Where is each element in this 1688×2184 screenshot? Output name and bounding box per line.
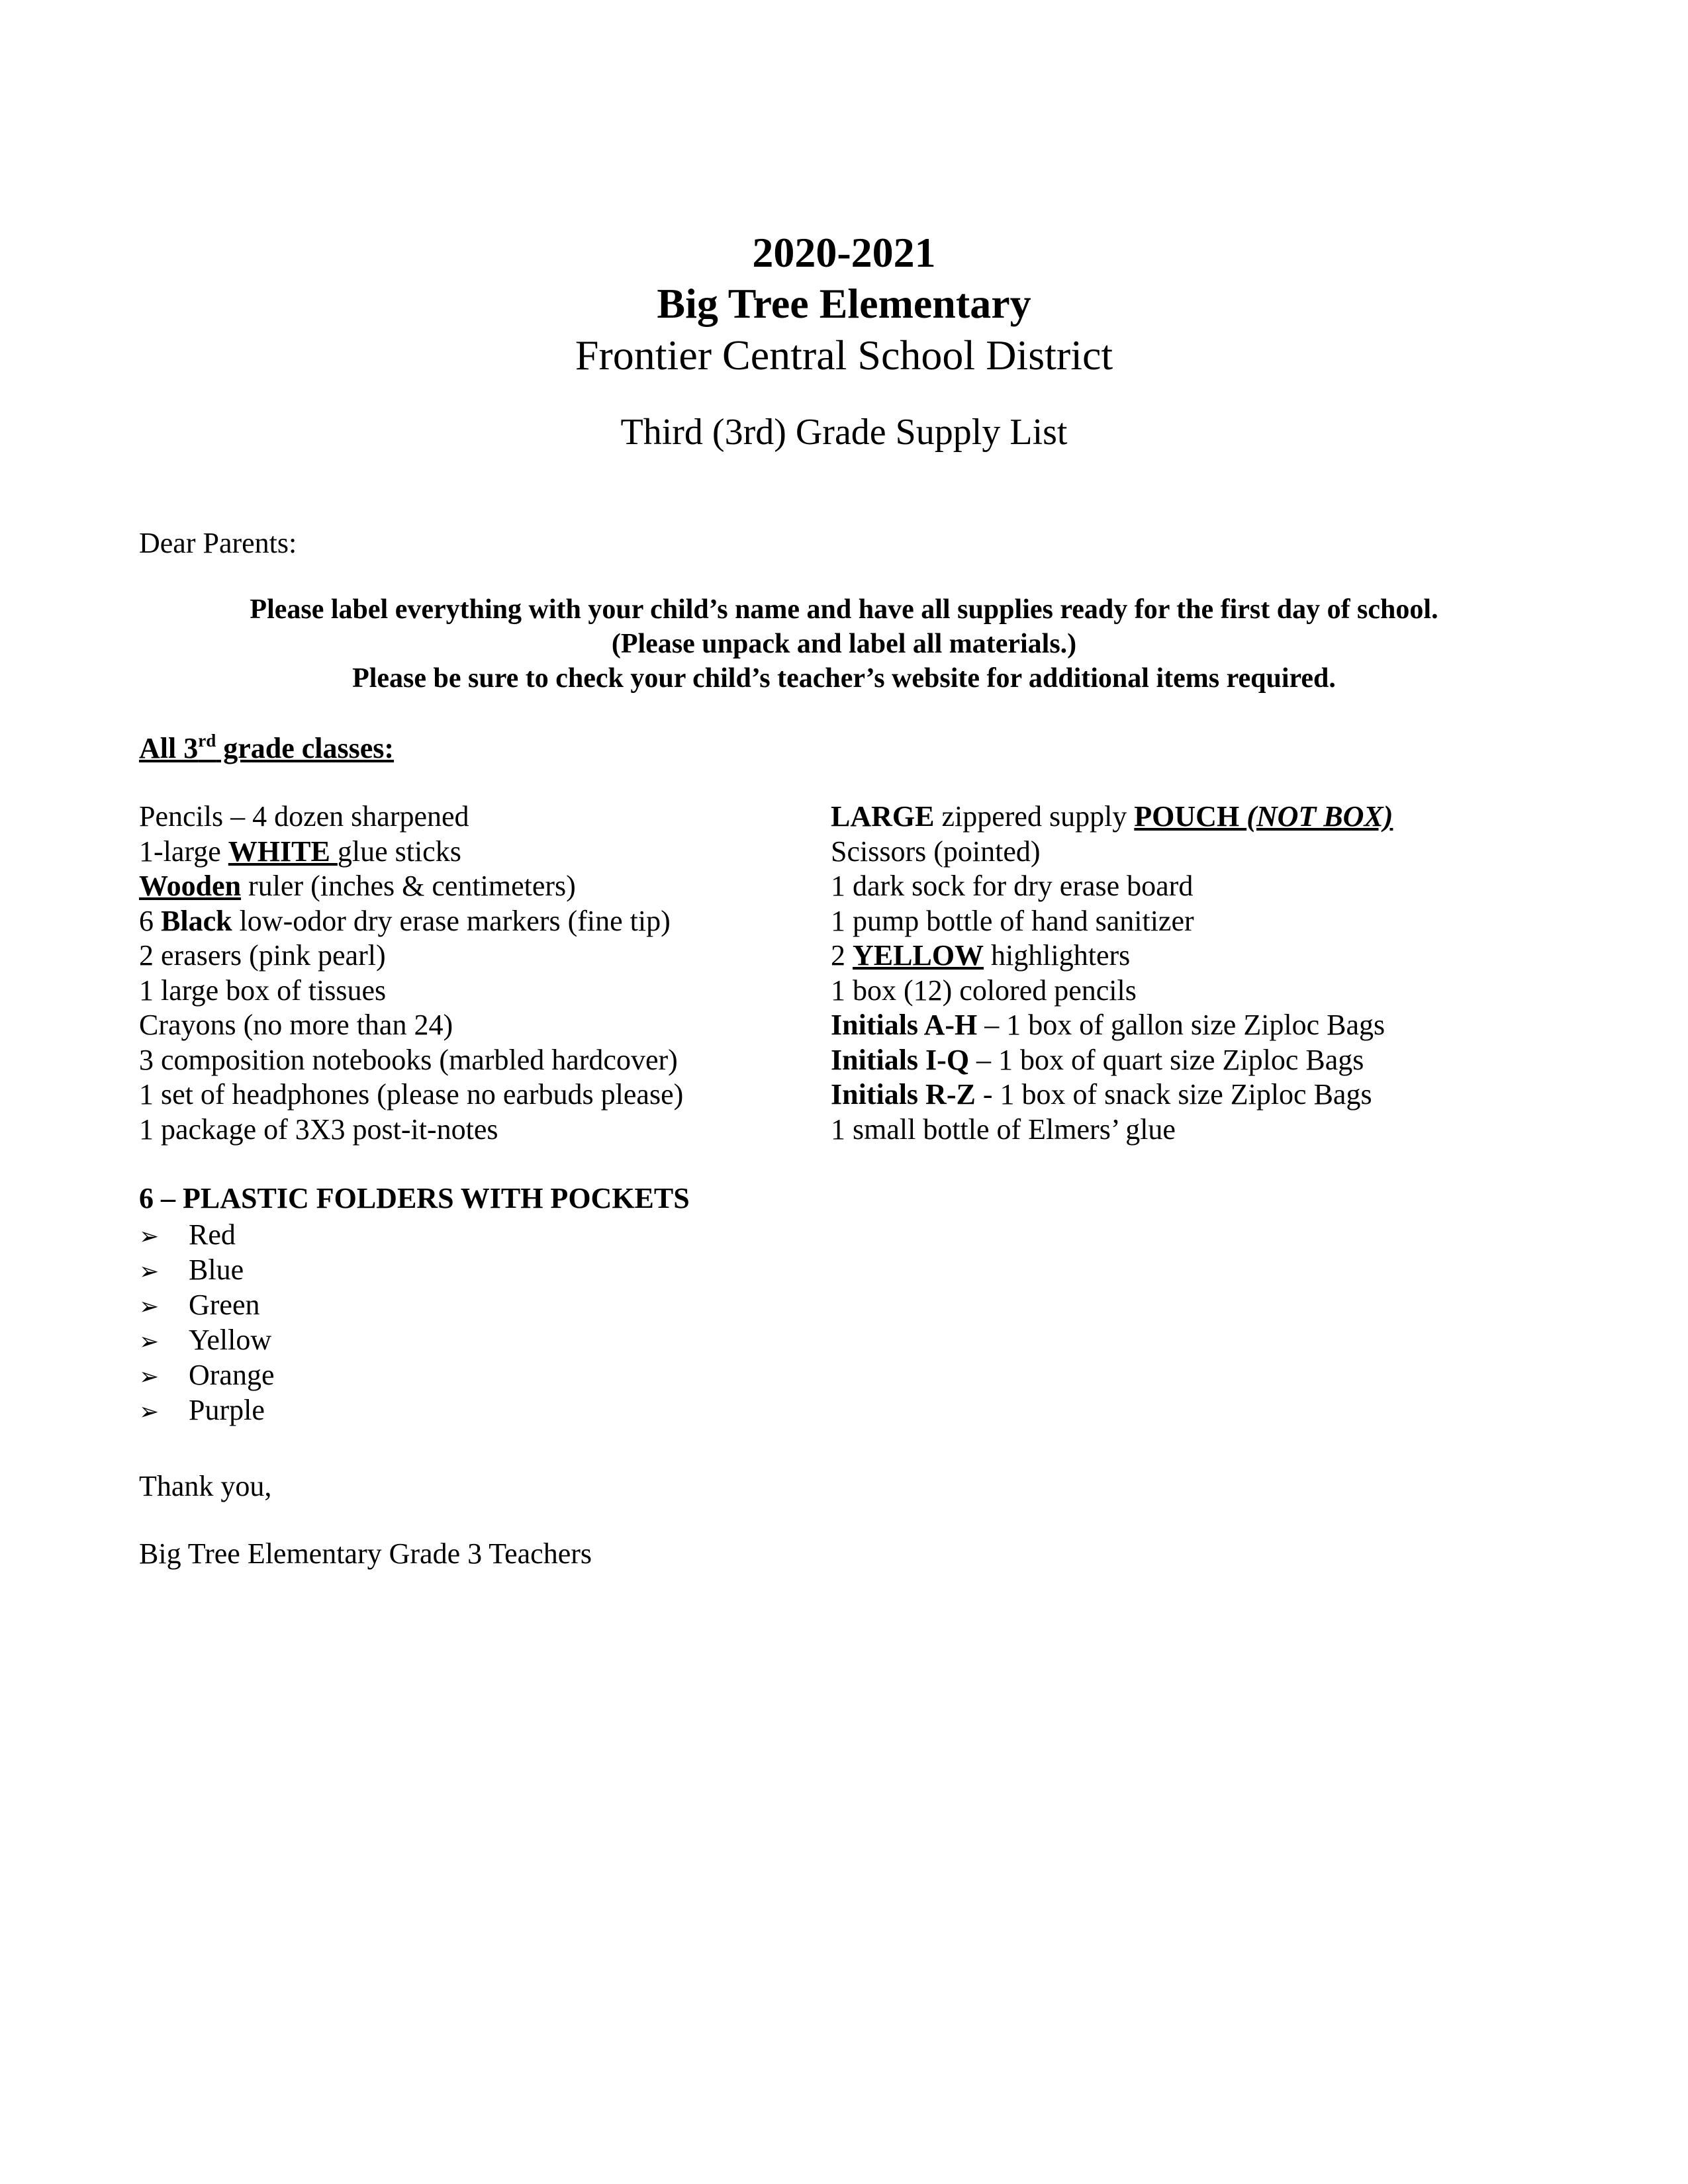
arrow-bullet-icon: ➢	[139, 1223, 160, 1250]
folder-color-label: Blue	[189, 1253, 244, 1286]
supply-item-text: (NOT BOX)	[1246, 800, 1393, 833]
arrow-bullet-icon: ➢	[139, 1363, 160, 1390]
supply-item-text: glue sticks	[337, 835, 461, 868]
supply-item-text: 2	[831, 939, 853, 972]
section-heading-prefix: All 3	[139, 732, 199, 764]
supply-item	[139, 1043, 683, 1078]
supply-item-text: Pencils – 4 dozen sharpened	[139, 800, 469, 833]
supply-item-text: 2 erasers (pink pearl)	[139, 939, 386, 972]
supply-item-text: 6	[139, 904, 161, 937]
supply-item-text: 1 small bottle of Elmers’ glue	[831, 1113, 1176, 1146]
folder-color-label: Green	[189, 1289, 260, 1321]
notice-line: Please label everything with your child’s name and have all supplies ready for the first day of school.	[250, 594, 1438, 625]
supply-item-text: 1 package of 3X3 post-it-notes	[139, 1113, 498, 1146]
supply-item-text: highlighters	[984, 939, 1131, 972]
supply-item	[831, 869, 1393, 904]
supply-item	[831, 1077, 1393, 1113]
supply-item-text: 1 pump bottle of hand sanitizer	[831, 904, 1194, 937]
folder-item	[139, 1252, 275, 1287]
folder-color-label: Purple	[189, 1394, 265, 1426]
supply-item-text: ruler (inches & centimeters)	[241, 870, 576, 902]
supply-item-text: – 1 box of quart size Ziploc Bags	[969, 1043, 1364, 1076]
supply-item-text: LARGE	[831, 800, 935, 833]
supply-item-text: Wooden	[139, 870, 242, 902]
supply-item-text: 1 large box of tissues	[139, 974, 387, 1007]
supply-list-left-column	[139, 799, 683, 1147]
supply-item	[139, 1077, 683, 1113]
supply-item	[139, 1008, 683, 1043]
school-name: Big Tree Elementary	[657, 280, 1031, 327]
supply-item-text: low-odor dry erase markers (fine tip)	[232, 904, 671, 937]
section-heading-superscript: rd	[198, 731, 216, 751]
supply-item	[139, 835, 683, 870]
folder-item	[139, 1392, 275, 1428]
supply-item-text: Scissors (pointed)	[831, 835, 1041, 868]
folder-item	[139, 1287, 275, 1322]
supply-item-text: WHITE	[228, 835, 338, 868]
supply-item-text: Initials R-Z	[831, 1078, 976, 1111]
list-title: Third (3rd) Grade Supply List	[620, 412, 1068, 453]
supply-item-text: 1-large	[139, 835, 228, 868]
folder-item	[139, 1322, 275, 1357]
section-heading	[139, 731, 394, 766]
instructions-notice	[0, 592, 1688, 696]
section-heading-suffix: grade classes:	[216, 732, 395, 764]
supply-item	[831, 1008, 1393, 1043]
supply-item-text: POUCH	[1134, 800, 1247, 833]
folder-color-label: Red	[189, 1218, 236, 1251]
supply-item	[139, 904, 683, 939]
supply-item-text: – 1 box of gallon size Ziploc Bags	[977, 1009, 1385, 1041]
supply-item-text: 1 set of headphones (please no earbuds please)	[139, 1078, 684, 1111]
closing: Thank you,	[139, 1470, 272, 1502]
supply-item-text: YELLOW	[853, 939, 984, 972]
signature: Big Tree Elementary Grade 3 Teachers	[139, 1537, 592, 1570]
folder-item	[139, 1217, 275, 1252]
folders-heading: 6 – PLASTIC FOLDERS WITH POCKETS	[139, 1182, 690, 1214]
arrow-bullet-icon: ➢	[139, 1328, 160, 1355]
supply-item	[139, 974, 683, 1009]
folder-item	[139, 1357, 275, 1392]
supply-item	[831, 938, 1393, 974]
district-name: Frontier Central School District	[575, 332, 1113, 379]
folder-color-label: Orange	[189, 1359, 275, 1391]
supply-item	[831, 1043, 1393, 1078]
supply-item	[831, 1113, 1393, 1148]
supply-item	[139, 799, 683, 835]
salutation: Dear Parents:	[139, 527, 297, 559]
notice-line: Please be sure to check your child’s teacher’s website for additional items required.	[352, 663, 1336, 694]
supply-item-text: 1 box (12) colored pencils	[831, 974, 1137, 1007]
supply-item-text: Initials I-Q	[831, 1043, 970, 1076]
arrow-bullet-icon: ➢	[139, 1293, 160, 1320]
supply-list-right-column	[831, 799, 1393, 1147]
supply-item-text: 3 composition notebooks (marbled hardcover)	[139, 1043, 678, 1076]
supply-item	[139, 1113, 683, 1148]
arrow-bullet-icon: ➢	[139, 1258, 160, 1285]
folder-color-label: Yellow	[189, 1324, 272, 1356]
supply-item-text: Crayons (no more than 24)	[139, 1009, 453, 1041]
supply-item	[139, 869, 683, 904]
folders-list	[139, 1217, 275, 1428]
supply-item	[831, 974, 1393, 1009]
supply-item-text: Initials A-H	[831, 1009, 978, 1041]
supply-item-text: 1 dark sock for dry erase board	[831, 870, 1194, 902]
supply-item-text: Black	[161, 904, 232, 937]
supply-item	[139, 938, 683, 974]
arrow-bullet-icon: ➢	[139, 1398, 160, 1426]
supply-item	[831, 835, 1393, 870]
supply-item-text: - 1 box of snack size Ziploc Bags	[975, 1078, 1372, 1111]
supply-item	[831, 904, 1393, 939]
supply-item	[831, 799, 1393, 835]
school-year: 2020-2021	[752, 229, 936, 276]
notice-line: (Please unpack and label all materials.)	[611, 629, 1077, 659]
supply-item-text: zippered supply	[934, 800, 1135, 833]
